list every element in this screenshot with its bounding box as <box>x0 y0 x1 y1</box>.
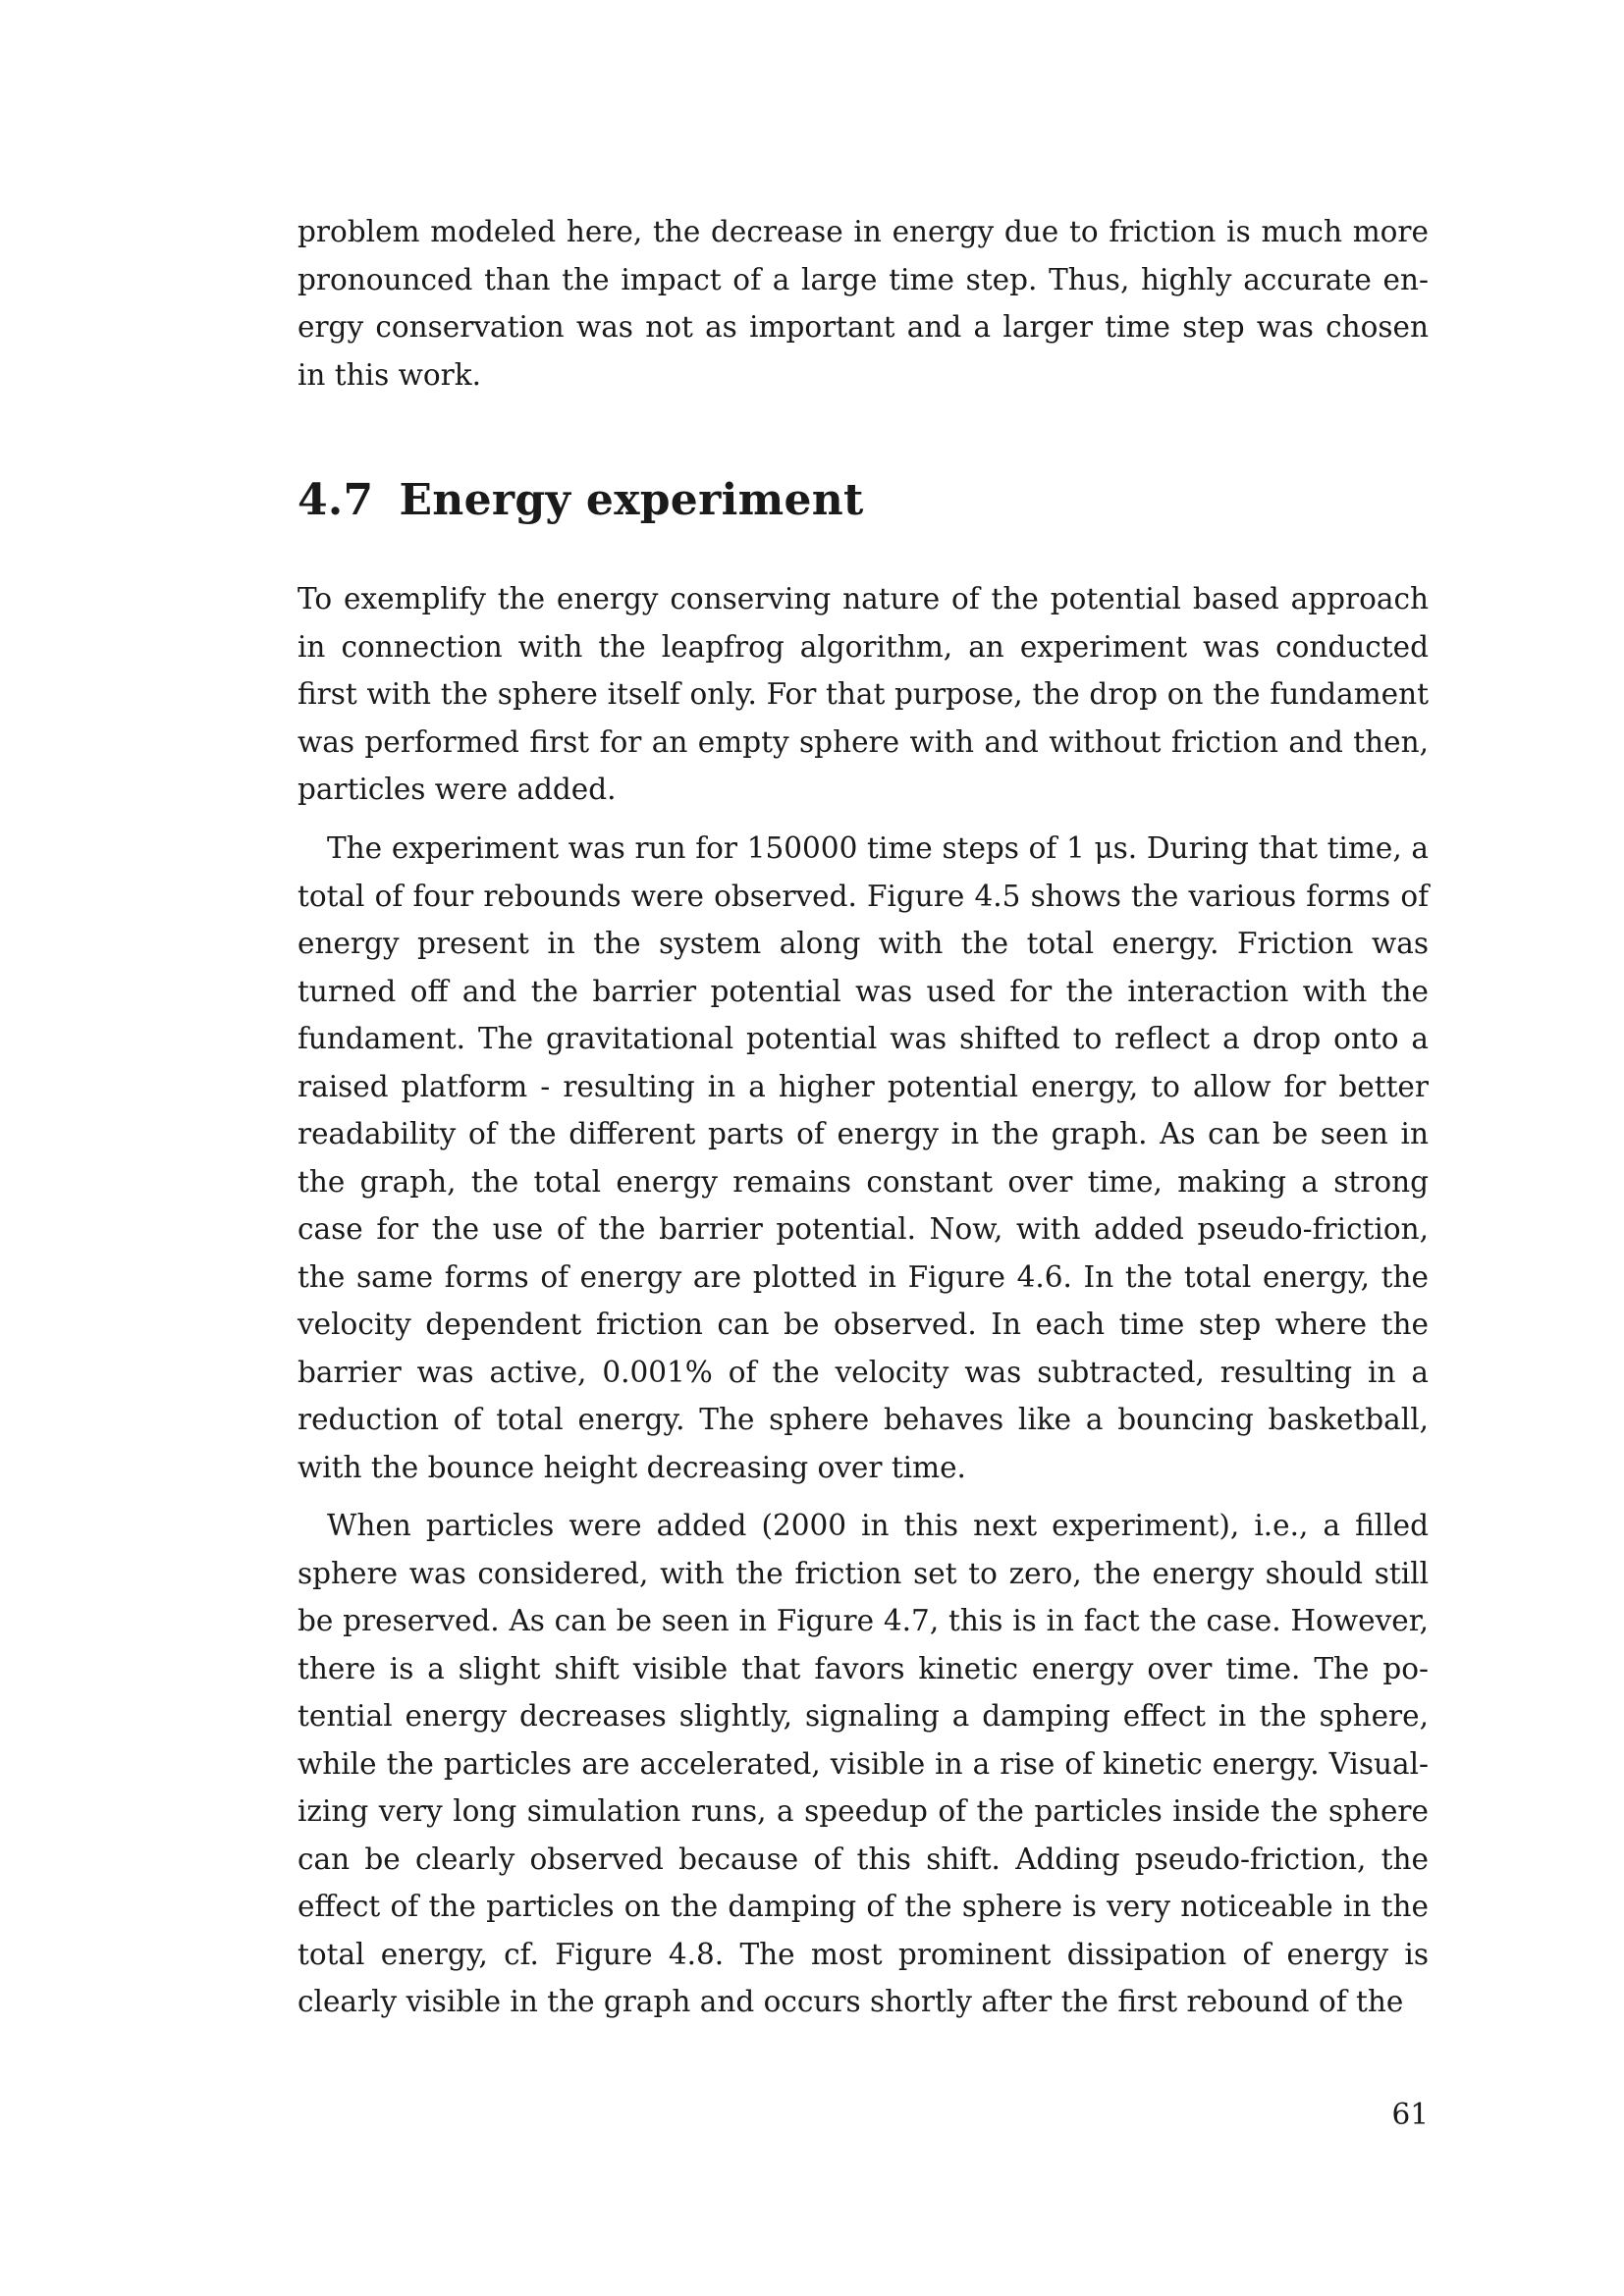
continuation-paragraph: problem modeled here, the decrease in energy due to friction is much more pronounced than the impact of a large time step. Thus, highly accurate energy conservation was not as important and a larger time step was chosen in this work. <box>298 215 1429 392</box>
body-paragraph-experiment: The experiment was run for 150000 time steps of 1 μs. During that time, a total of four rebounds were observed. Figure 4.5 shows the various forms of energy present in the system along with the total energy. Friction was turned off and the barrier potential was used for the interaction with the fundament. The gravitational potential was shifted to reflect a drop onto a raised platform - resulting in a higher potential energy, to allow for better readability of the different parts of energy in the graph. As can be seen in the graph, the total energy remains constant over time, making a strong case for the use of the barrier potential. Now, with added pseudo-friction, the same forms of energy are plotted in Figure 4.6. In the total energy, the velocity dependent friction can be observed. In each time step where the barrier was active, 0.001% of the velocity was subtracted, resulting in a reduction of total energy. The sphere behaves like a bouncing basketball, with the bounce height decreasing over time. <box>298 831 1429 1484</box>
body-paragraph-intro: To exemplify the energy conserving nature of the potential based approach in connection with the leapfrog algorithm, an experiment was conducted first with the sphere itself only. For that purpose, the drop on the fundament was performed first for an empty sphere with and without friction and then, particles were added. <box>298 582 1429 806</box>
body-paragraph-particles: When particles were added (2000 in this next experiment), i.e., a filled sphere was considered, with the friction set to zero, the energy should still be preserved. As can be seen in Figure 4.7, this is in fact the case. However, there is a slight shift visible that favors kinetic energy over time. The potential energy decreases slightly, signaling a damping effect in the sphere, while the particles are accelerated, visible in a rise of kinetic energy. Visualizing very long simulation runs, a speedup of the particles inside the sphere can be clearly observed because of this shift. Adding pseudo-friction, the effect of the particles on the damping of the sphere is very noticeable in the total energy, cf. Figure 4.8. The most prominent dissipation of energy is clearly visible in the graph and occurs shortly after the first rebound of the <box>298 1509 1429 2018</box>
section-number: 4.7 <box>298 475 374 525</box>
document-page <box>298 0 1429 2296</box>
page-number: 61 <box>1391 2098 1429 2131</box>
section-heading <box>298 471 864 530</box>
section-title: Energy experiment <box>399 475 864 525</box>
